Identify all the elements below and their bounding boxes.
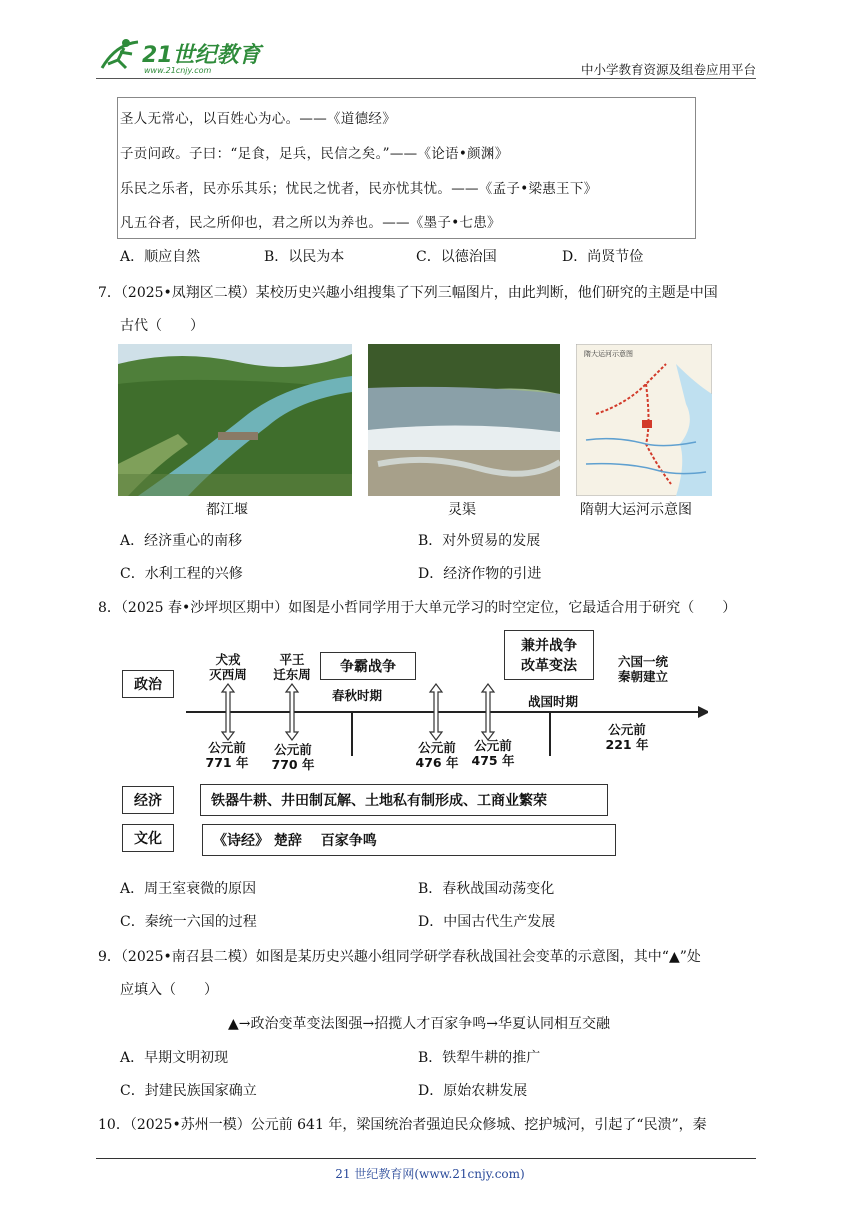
caption-dujiangyan: 都江堰 [206, 502, 248, 518]
question-stem: 9．（2025•南召县二模）如图是某历史兴趣小组同学研学春秋战国社会变革的示意图，其中“▲”处 [98, 949, 701, 965]
date-label: 公元前 476 年 [415, 740, 459, 770]
option-a[interactable]: A．周王室衰微的原因 [120, 881, 257, 897]
event-box-hegemony: 争霸战争 [320, 652, 416, 680]
question-stem: 7．（2025•凤翔区二模）某校历史兴趣小组搜集了下列三幅图片，由此判断，他们研究的主题是中国 [98, 285, 718, 301]
row-label-politics: 政治 [122, 670, 174, 698]
option-d[interactable]: D．中国古代生产发展 [418, 914, 556, 930]
logo-text: 21世纪教育 [142, 43, 261, 68]
period-label: 春秋时期 [331, 688, 382, 703]
site-logo [96, 34, 266, 76]
economy-box: 铁器牛耕、井田制瓦解、土地私有制形成、工商业繁荣 [200, 784, 608, 816]
lingqu-photo [368, 344, 560, 496]
option-c[interactable]: C．水利工程的兴修 [120, 566, 243, 582]
option-b[interactable]: B．以民为本 [264, 249, 345, 265]
period-label: 战国时期 [527, 694, 578, 709]
option-a[interactable]: A．早期文明初现 [120, 1050, 229, 1066]
option-b[interactable]: B．春秋战国动荡变化 [418, 881, 555, 897]
question-stem: 10．（2025•苏州一模）公元前 641 年，梁国统治者强迫民众修城、挖护城河，引起了“民溃”，秦 [98, 1117, 707, 1133]
grand-canal-map [576, 344, 712, 496]
header-divider [96, 78, 756, 79]
option-a[interactable]: A．经济重心的南移 [120, 533, 243, 549]
site-name: 中小学教育资源及组卷应用平台 [580, 62, 756, 77]
flow-diagram-text: ▲→政治变革变法图强→招揽人才百家争鸣→华夏认同相互交融 [228, 1016, 610, 1032]
quote-line: 圣人无常心，以百姓心为心。——《道德经》 [120, 111, 396, 127]
row-label-culture: 文化 [122, 824, 174, 852]
date-label: 公元前 475 年 [471, 738, 515, 768]
quote-line: 子贡问政。子曰：“足食，足兵，民信之矣。”——《论语•颜渊》 [120, 146, 509, 162]
logo-url: www.21cnjy.com [144, 66, 212, 75]
option-a[interactable]: A．顺应自然 [120, 249, 201, 265]
option-b[interactable]: B．对外贸易的发展 [418, 533, 541, 549]
option-c[interactable]: C．以德治国 [416, 249, 497, 265]
option-d[interactable]: D．尚贤节俭 [562, 249, 644, 265]
footer-text[interactable]: 21 世纪教育网(www.21cnjy.com) [335, 1167, 525, 1181]
event-label: 平王 迁东周 [273, 652, 311, 682]
map-title: 隋大运河示意图 [584, 350, 633, 358]
question-stem: 8．（2025 春•沙坪坝区期中）如图是小哲同学用于大单元学习的时空定位，它最适合用于研究（ ） [98, 600, 737, 616]
question-stem: 古代（ ） [120, 318, 204, 334]
question-stem: 应填入（ ） [120, 982, 218, 998]
event-box-reform: 兼并战争 改革变法 [504, 630, 594, 680]
footer-divider [96, 1158, 756, 1159]
option-d[interactable]: D．原始农耕发展 [418, 1083, 528, 1099]
option-c[interactable]: C．封建民族国家确立 [120, 1083, 257, 1099]
date-label: 公元前 771 年 [205, 740, 249, 770]
culture-box: 《诗经》 楚辞 百家争鸣 [202, 824, 616, 856]
quote-line: 凡五谷者，民之所仰也，君之所以为养也。——《墨子•七患》 [120, 215, 501, 231]
dujiangyan-photo [118, 344, 352, 496]
option-b[interactable]: B．铁犁牛耕的推广 [418, 1050, 541, 1066]
event-label: 六国一统 秦朝建立 [617, 654, 668, 684]
timeline-diagram [118, 626, 708, 862]
row-label-economy: 经济 [122, 786, 174, 814]
date-label: 公元前 770 年 [271, 742, 315, 772]
option-c[interactable]: C．秦统一六国的过程 [120, 914, 257, 930]
event-label: 犬戎 灭西周 [209, 652, 247, 682]
option-d[interactable]: D．经济作物的引进 [418, 566, 542, 582]
date-label: 公元前 221 年 [605, 722, 649, 752]
caption-lingqu: 灵渠 [448, 502, 476, 518]
quote-line: 乐民之乐者，民亦乐其乐；忧民之忧者，民亦忧其忧。——《孟子•梁惠王下》 [120, 181, 598, 197]
caption-canal: 隋朝大运河示意图 [580, 502, 692, 518]
